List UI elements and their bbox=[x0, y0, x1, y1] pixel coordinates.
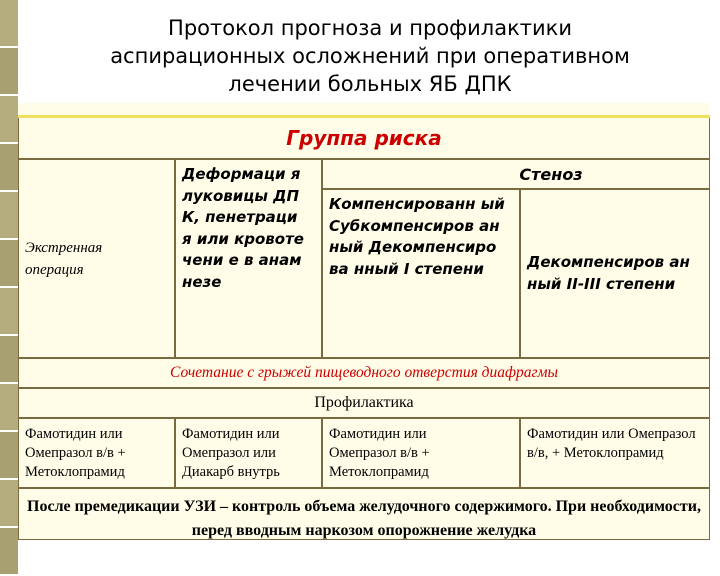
title-line-1: Протокол прогноза и профилактики bbox=[168, 16, 572, 40]
risk-group-header bbox=[18, 118, 710, 159]
emergency-cell bbox=[18, 159, 175, 358]
decorative-sidebar bbox=[0, 0, 18, 540]
emergency-label: Экстренная операция bbox=[25, 239, 103, 278]
prophylaxis-label: Профилактика bbox=[314, 394, 414, 411]
hernia-row bbox=[18, 358, 710, 388]
rx-label-2: Фамотидин или Омепразол или Диакарб внутрь bbox=[182, 426, 280, 480]
rx-cell-1 bbox=[18, 418, 175, 488]
protocol-table bbox=[18, 103, 710, 540]
page-title bbox=[40, 14, 700, 98]
stenosis-compensated-cell bbox=[322, 189, 520, 358]
stenosis-decompensated-label: Декомпенсиров анный II-III степени bbox=[527, 253, 690, 293]
prophylaxis-header bbox=[18, 388, 710, 418]
stenosis-compensated-label: Компенсированн ый Субкомпенсиров анный Декомпенсирова нный I степени bbox=[329, 195, 505, 278]
stenosis-label: Стеноз bbox=[519, 164, 583, 184]
rx-label-3: Фамотидин или Омепразол в/в + Метоклопрамид bbox=[329, 426, 430, 480]
rx-cell-3 bbox=[322, 418, 520, 488]
stenosis-decompensated-cell bbox=[520, 189, 710, 358]
rx-cell-4 bbox=[520, 418, 710, 488]
risk-group-label: Группа риска bbox=[286, 126, 442, 150]
hernia-label: Сочетание с грыжей пищеводного отверстия диафрагмы bbox=[170, 364, 558, 381]
footer-label: После премедикации УЗИ – контроль объема желудочного содержимого. При необходимости, перед вводным наркозом опорожнение желудка bbox=[27, 498, 701, 539]
deformation-cell bbox=[175, 159, 322, 358]
rx-label-4: Фамотидин или Омепразол в/в, + Метоклопрамид bbox=[527, 426, 696, 461]
deformation-label: Деформаци я луковицы ДПК, пенетрация или кровотечени е в анамнезе bbox=[182, 165, 304, 291]
title-line-3: лечении больных ЯБ ДПК bbox=[228, 72, 512, 96]
footer-note bbox=[18, 488, 710, 540]
rx-cell-2 bbox=[175, 418, 322, 488]
stenosis-header bbox=[322, 159, 710, 189]
title-line-2: аспирационных осложнений при оперативном bbox=[110, 44, 630, 68]
rx-label-1: Фамотидин или Омепразол в/в + Метоклопрамид bbox=[25, 426, 126, 480]
